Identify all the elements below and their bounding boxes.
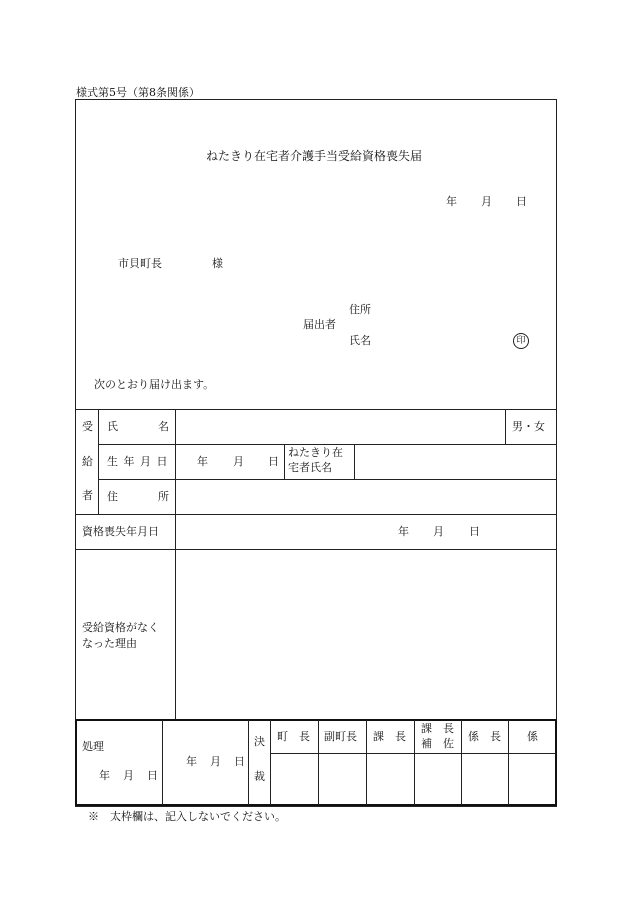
birth-month-unit: 月 [233,455,244,468]
decision-label-2: 裁 [254,770,265,783]
rule [75,514,557,515]
rule [461,720,462,805]
rule [318,720,319,805]
birth-day-unit: 日 [268,455,279,468]
approver-vice-mayor: 副町長 [324,730,357,743]
rule [414,720,415,805]
rule [354,444,355,479]
address-label-1: 住 [107,490,118,503]
proc-month-unit: 月 [123,769,134,782]
bedridden-label-2: 宅者氏名 [288,461,332,474]
gender-options[interactable]: 男・女 [512,420,545,433]
loss-year-unit: 年 [398,525,409,538]
bedridden-label-1: ねたきり在 [288,446,343,459]
approver-assistant-chief-2: 補 佐 [421,737,454,750]
approver-staff: 係 [527,730,538,743]
date-year-unit: 年 [446,195,457,208]
footnote: ※ 太枠欄は、記入しないでください。 [88,810,286,823]
rule [98,444,557,445]
rule [175,409,176,720]
date-day-unit: 日 [516,195,527,208]
rule [284,444,285,479]
loss-day-unit: 日 [469,525,480,538]
office-frame-bottom [75,804,557,806]
notifier-label: 届出者 [303,318,336,331]
loss-date-label: 資格喪失年月日 [82,525,159,538]
decision-year-unit: 年 [186,755,197,768]
recipient-group-label-1: 受 [82,420,93,433]
rule [366,720,367,805]
decision-day-unit: 日 [234,755,245,768]
office-frame-right [555,719,557,806]
rule [98,479,557,480]
reason-label-2: なった理由 [82,637,137,650]
address-label-2: 所 [158,490,169,503]
addressee-name: 市貝町長 [118,257,162,270]
intro-text: 次のとおり届け出ます。 [94,378,215,391]
date-month-unit: 月 [481,195,492,208]
proc-year-unit: 年 [99,769,110,782]
rule [98,409,99,514]
recipient-group-label-3: 者 [82,489,93,502]
birth-label: 生 年 月 日 [107,455,169,468]
office-frame-left [75,719,77,806]
notifier-name-label: 氏名 [349,334,371,347]
rule [505,409,506,444]
rule [75,409,557,410]
rule [270,753,556,754]
approver-unit-chief: 係 長 [468,730,501,743]
processing-label: 処理 [82,740,104,753]
seal-mark-icon: 印 [513,333,529,349]
birth-year-unit: 年 [197,455,208,468]
name-label-1: 氏 [107,420,118,433]
rule [270,720,271,805]
addressee-honorific: 様 [212,257,223,270]
approver-mayor: 町 長 [277,730,310,743]
decision-label-1: 決 [254,735,265,748]
rule [162,720,163,805]
form-number: 様式第5号（第8条関係） [76,86,200,99]
rule [508,720,509,805]
approver-assistant-chief-1: 課 長 [421,722,454,735]
proc-day-unit: 日 [147,769,158,782]
loss-month-unit: 月 [433,525,444,538]
approver-section-chief: 課 長 [373,730,406,743]
rule [75,549,557,550]
decision-month-unit: 月 [210,755,221,768]
reason-label-1: 受給資格がなく [82,621,159,634]
notifier-address-label: 住所 [349,303,371,316]
form-title: ねたきり在宅者介護手当受給資格喪失届 [206,149,423,163]
recipient-group-label-2: 給 [82,455,93,468]
rule [248,720,249,805]
name-label-2: 名 [158,420,169,433]
office-frame-top [75,719,557,721]
